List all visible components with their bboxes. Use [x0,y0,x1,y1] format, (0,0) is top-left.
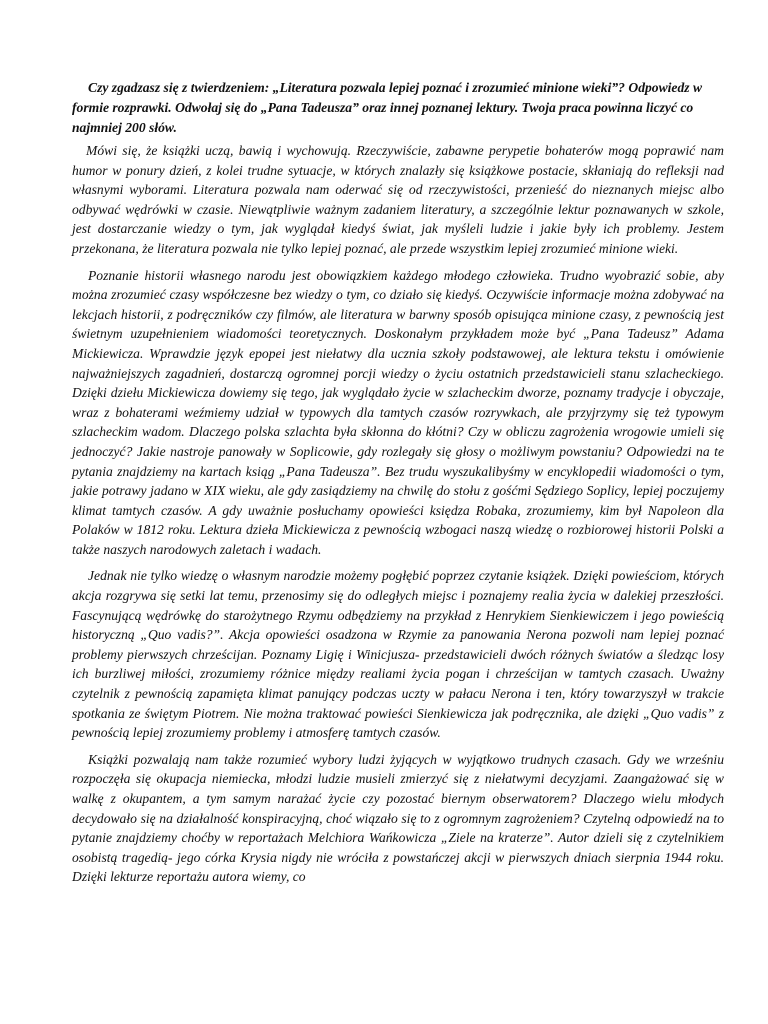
document-page [72,78,724,894]
paragraph-ziele-na-kraterze: Książki pozwalają nam także rozumieć wybory ludzi żyjących w wyjątkowo trudnych czasach. Gdy we wrześniu rozpoczęła się okupacja niemiecka, młodzi ludzie musieli zmierzyć się z niełatwymi decyzjami. Zaangażować się w walkę z okupantem, a tym samym narażać życie czy pozostać biernym obserwatorem? Dlaczego wielu młodych decydowało się na działalność konspiracyjną, choć wiązało się to z ogromnym zagrożeniem? Czytelną odpowiedź na to pytanie znajdziemy choćby w reportażach Melchiora Wańkowicza „Ziele na kraterze”. Autor dzieli się z czytelnikiem osobistą tragedią- jego córka Krysia nigdy nie wróciła z powstańczej akcji w pierwszych dniach sierpnia 1944 roku. Dzięki lekturze reportażu autora wiemy, co [72,751,724,885]
paragraph-quo-vadis: Jednak nie tylko wiedzę o własnym narodzie możemy pogłębić poprzez czytanie książek. Dzięki powieściom, których akcja rozgrywa się setki lat temu, przenosimy się do odległych miejsc i poznajemy realia życia w dalekiej przeszłości. Fascynującą wędrówkę do starożytnego Rzymu odbędziemy na przykład z Henrykiem Sienkiewiczem i jego powieścią historyczną „Quo vadis?”. Akcja opowieści osadzona w Rzymie za panowania Nerona pozwoli nam lepiej poznać problemy pierwszych chrześcijan. Poznamy Ligię i Winicjusza- przedstawicieli dwóch różnych światów a śledząc losy ich burzliwej miłości, zrozumiemy różnice między realiami życia pogan i chrześcijan w tamtych czasach. Uważny czytelnik z pewnością zapamięta klimat panujący podczas uczty w pałacu Nerona i ten, który towarzyszył w trakcie spotkania ze świętym Piotrem. Nie można traktować powieści Sienkiewicza jak podręcznika, ale dzięki „Quo vadis” z pewnością lepiej zrozumiemy problemy i atmosferę tamtych czasów. [72,568,724,741]
essay-prompt: Czy zgadzasz się z twierdzeniem: „Literatura pozwala lepiej poznać i zrozumieć minione wieki”? Odpowiedz w formie rozprawki. Odwołaj się do „Pana Tadeusza” oraz innej poznanej lektury. Twoja praca powinna liczyć co najmniej 200 słów. [72,80,703,135]
paragraph-pan-tadeusz: Poznanie historii własnego narodu jest obowiązkiem każdego młodego człowieka. Trudno wyobrazić sobie, aby można zrozumieć czasy współczesne bez wiedzy o tym, co działo się kiedyś. Oczywiście informacje można zdobywać na lekcjach historii, z podręczników czy filmów, ale literatura w barwny sposób opisująca minione czasy, z pewnością jest świetnym uzupełnieniem wiadomości teoretycznych. Doskonałym przykładem może być „Pana Tadeusz” Adama Mickiewicza. Wprawdzie język epopei jest niełatwy dla ucznia szkoły podstawowej, ale lektura tekstu i omówienie najważniejszych zagadnień, dostarczą ogromnej porcji wiedzy o życiu ostatnich przedstawicieli stanu szlacheckiego. Dzięki dziełu Mickiewicza dowiemy się tego, jak wyglądało życie w szlacheckim dworze, poznamy tradycje i obyczaje, wraz z bohaterami weźmiemy udział w typowych dla tamtych czasów rozrywkach, ale przyjrzymy się też typowym szlacheckim wadom. Dlaczego polska szlachta była skłonna do kłótni? Czy w obliczu zagrożenia wrogowie umieli się jednoczyć? Jakie nastroje panowały w Soplicowie, gdy rozlegały się głosy o możliwym powstaniu? Odpowiedzi na te pytania znajdziemy na kartach ksiąg „Pana Tadeusza”. Bez trudu wyszukalibyśmy w encyklopedii wiadomości o tym, jakie potrawy jadano w XIX wieku, ale gdy zasiądziemy na chwilę do stołu z gośćmi Sędziego Soplicy, lepiej poczujemy klimat tamtych czasów. A gdy uważnie posłuchamy opowieści księdza Robaka, zrozumiemy, kim był Napoleon dla Polaków w 1812 roku. Lektura dzieła Mickiewicza z pewnością wzbogaci naszą wiedzę o rozbiorowej historii Polski a także naszych narodowych zaletach i wadach. [72,267,724,557]
paragraph-introduction: Mówi się, że książki uczą, bawią i wychowują. Rzeczywiście, zabawne perypetie bohaterów mogą poprawić nam humor w ponury dzień, z kolei trudne sytuacje, w których znalazły się książkowe postacie, skłaniają do refleksji nad własnymi wyborami. Literatura pozwala nam oderwać się od rzeczywistości, przenieść do nieznanych miejsc albo odbywać wędrówki w czasie. Niewątpliwie ważnym zadaniem literatury, a szczególnie lektur poznawanych w szkole, jest dostarczanie wiedzy o tym, jak wyglądał kiedyś świat, jak myśleli ludzie i jakie były ich problemy. Jestem przekonana, że literatura pozwala nie tylko lepiej poznać, ale przede wszystkim lepiej zrozumieć minione wieki. [72,143,724,256]
